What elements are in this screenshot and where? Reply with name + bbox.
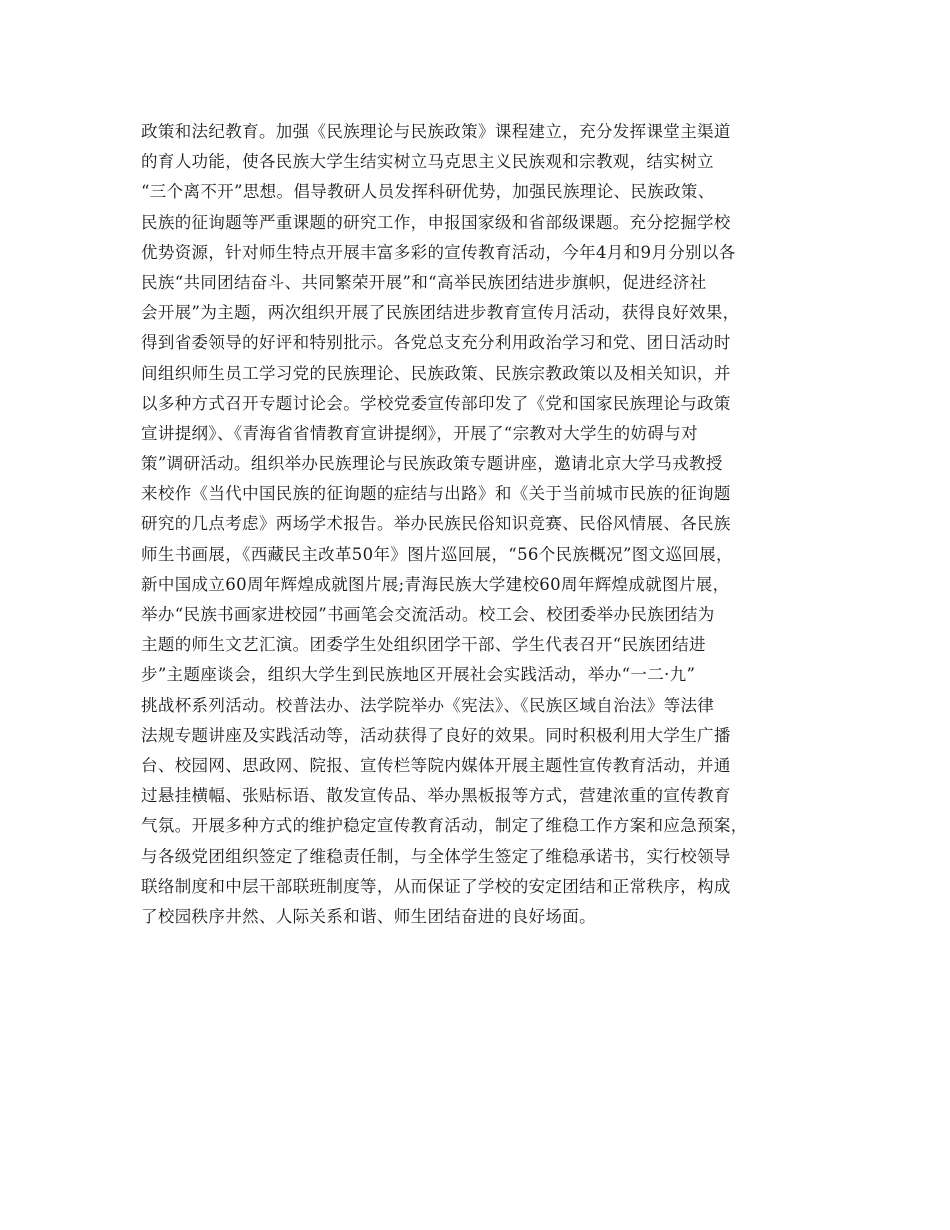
text-line: 挑战杯系列活动。校普法办、法学院举办《宪法》、《民族区域自治法》等法律 (141, 695, 715, 715)
text-line: 政策和法纪教育。加强《民族理论与民族政策》课程建立，充分发挥课堂主渠道 (141, 122, 731, 141)
text-line: 气氛。开展多种方式的维护稳定宣传教育活动，制定了维稳工作方案和应急预案， (141, 816, 748, 836)
text-line: 台、校园网、思政网、院报、宣传栏等院内媒体开展主题性宣传教育活动，并通 (141, 755, 731, 775)
text-line: 与各级党团组织签定了维稳责任制，与全体学生签定了维稳承诺书，实行校领导 (141, 846, 731, 866)
text-line: 宣讲提纲》、《青海省省情教育宣讲提纲》，开展了“宗教对大学生的妨碍与对 (141, 423, 698, 443)
text-line: 得到省委领导的好评和特别批示。各党总支充分利用政治学习和党、团日活动时 (141, 333, 731, 353)
text-line: 以多种方式召开专题讨论会。学校党委宣传部印发了《党和国家民族理论与政策 (141, 393, 731, 413)
text-line: 间组织师生员工学习党的民族理论、民族政策、民族宗教政策以及相关知识，并 (141, 363, 731, 383)
text-line: 步”主题座谈会，组织大学生到民族地区开展社会实践活动，举办“一二·九” (141, 665, 696, 685)
text-line: 主题的师生文艺汇演。团委学生处组织团学干部、学生代表召开“民族团结进 (141, 635, 706, 655)
text-line: 的育人功能，使各民族大学生结实树立马克思主义民族观和宗教观，结实树立 (141, 152, 714, 172)
text-line: 新中国成立60周年辉煌成就图片展;青海民族大学建校60周年辉煌成就图片展， (141, 574, 730, 594)
text-line: 民族“共同团结奋斗、共同繁荣开展”和“高举民族团结进步旗帜，促进经济社 (141, 272, 707, 292)
text-line: 过悬挂横幅、张贴标语、散发宣传品、举办黑板报等方式，营建浓重的宣传教育 (141, 786, 731, 806)
text-line: 来校作《当代中国民族的征询题的症结与出路》和《关于当前城市民族的征询题 (141, 484, 731, 504)
text-line: 了校园秩序井然、人际关系和谐、师生团结奋进的良好场面。 (141, 906, 596, 926)
text-line: 优势资源，针对师生特点开展丰富多彩的宣传教育活动，今年4月和9月分别以各 (141, 242, 736, 262)
text-line: 举办“民族书画家进校园”书画笔会交流活动。校工会、校团委举办民族团结为 (141, 605, 715, 624)
text-line: “三个离不开”思想。倡导教研人员发挥科研优势，加强民族理论、民族政策、 (141, 182, 715, 202)
text-line: 会开展”为主题，两次组织开展了民族团结进步教育宣传月活动，获得良好效果， (141, 303, 740, 323)
text-line: 研究的几点考虑》两场学术报告。举办民族民俗知识竞赛、民俗风情展、各民族 (141, 514, 731, 534)
text-line: 民族的征询题等严重课题的研究工作，申报国家级和省部级课题。充分挖掘学校 (141, 212, 731, 232)
text-line: 法规专题讲座及实践活动等，活动获得了良好的效果。同时积极利用大学生广播 (141, 725, 731, 745)
text-line: 策”调研活动。组织举办民族理论与民族政策专题讲座，邀请北京大学马戎教授 (141, 454, 723, 474)
text-line: 联络制度和中层干部联班制度等，从而保证了学校的安定团结和正常秩序，构成 (141, 876, 731, 896)
body-paragraph (141, 117, 821, 932)
text-line: 师生书画展，《西藏民主改革50年》图片巡回展，“56个民族概况”图文巡回展， (141, 544, 733, 564)
